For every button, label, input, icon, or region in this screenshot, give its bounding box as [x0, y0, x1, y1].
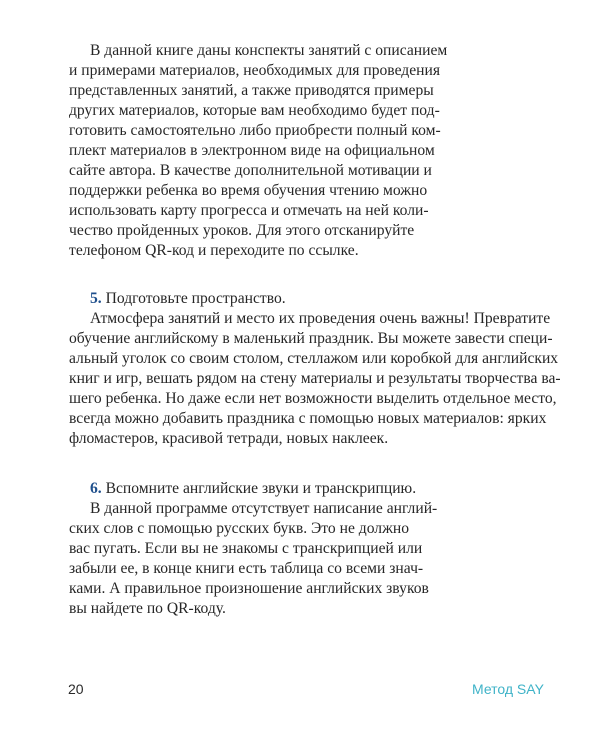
- intro-line-2: и примерами материалов, необходимых для проведения: [69, 62, 441, 79]
- section-5-line-1: Атмосфера занятий и место их проведения очень важны! Превратите: [90, 310, 551, 327]
- section-5-line-2: обучение английскому в маленький праздник. Вы можете завести специ-: [69, 330, 553, 347]
- section-5-number: 5.: [90, 290, 102, 307]
- brand-label: Метод SAY: [472, 681, 544, 697]
- intro-line-10: чество пройденных уроков. Для этого отсканируйте: [69, 222, 415, 239]
- section-6-line-5: ками. А правильное произношение английских звуков: [69, 580, 429, 597]
- section-5-line-4: книг и игр, вешать рядом на стену материалы и результаты творчества ва-: [69, 370, 561, 387]
- intro-line-8: поддержки ребенка во время обучения чтению можно: [69, 182, 428, 199]
- intro-line-6: плект материалов в электронном виде на официальном: [69, 142, 435, 159]
- section-6-line-2: ских слов с помощью русских букв. Это не должно: [69, 520, 410, 537]
- section-5-line-7: фломастеров, красивой тетради, новых наклеек.: [69, 430, 389, 447]
- section-6-number: 6.: [90, 480, 102, 497]
- page-number: 20: [68, 681, 84, 697]
- section-6-title: Вспомните английские звуки и транскрипцию.: [101, 480, 417, 497]
- section-5-line-3: альный уголок со своим столом, стеллажом или коробкой для английских: [69, 350, 559, 367]
- intro-line-9: использовать карту прогресса и отмечать на ней коли-: [69, 202, 429, 219]
- intro-line-4: других материалов, которые вам необходимо будет под-: [69, 102, 440, 119]
- intro-line-7: сайте автора. В качестве дополнительной мотивации и: [69, 162, 432, 179]
- intro-line-3: представленных занятий, а также приводятся примеры: [69, 82, 434, 99]
- section-6-heading: [90, 479, 416, 499]
- intro-line-5: готовить самостоятельно либо приобрести полный ком-: [69, 122, 441, 139]
- intro-line-1: В данной книге даны конспекты занятий с описанием: [90, 42, 448, 59]
- intro-line-11: телефоном QR-код и переходите по ссылке.: [69, 242, 359, 259]
- section-5-line-6: всегда можно добавить праздника с помощью новых материалов: ярких: [69, 410, 547, 427]
- section-6-line-1: В данной программе отсутствует написание англий-: [90, 500, 438, 517]
- section-6-line-6: вы найдете по QR-коду.: [69, 600, 226, 617]
- section-6-line-3: вас пугать. Если вы не знакомы с транскрипцией или: [69, 540, 423, 557]
- section-5-line-5: шего ребенка. Но даже если нет возможности выделить отдельное место,: [69, 390, 557, 407]
- section-5-title: Подготовьте пространство.: [101, 290, 286, 307]
- section-6-line-4: забыли ее, в конце книги есть таблица со всеми знач-: [69, 560, 424, 577]
- section-5-heading: [90, 289, 286, 309]
